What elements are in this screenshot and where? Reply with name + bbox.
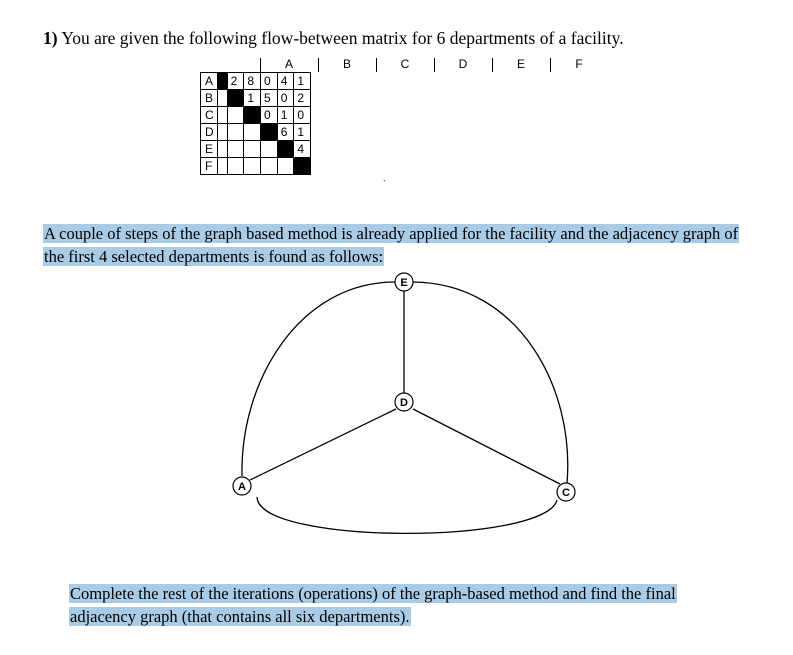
edge-d-c: [413, 409, 560, 484]
matrix-cell: 0: [261, 107, 278, 124]
matrix-row-label: F: [201, 158, 218, 175]
matrix-cell: 0: [294, 107, 311, 124]
edge-d-a: [250, 409, 396, 480]
matrix-row-label: B: [201, 90, 218, 107]
paragraph-intro-line1: A couple of steps of the graph based method is already applied for the facility and the adjacency graph of: [44, 224, 739, 243]
matrix-cell: 2: [294, 90, 311, 107]
node-e: [395, 273, 413, 291]
question-text: You are given the following flow-between matrix for 6 departments of a facility.: [61, 28, 624, 48]
column-header-f: F: [575, 57, 583, 71]
matrix-cell: 8: [244, 73, 261, 90]
matrix-cell: 4: [294, 141, 311, 158]
paragraph-task: [69, 582, 677, 628]
matrix-cell: 6: [277, 124, 294, 141]
matrix-cell: 1: [277, 107, 294, 124]
column-header-a: A: [284, 57, 293, 71]
column-header-c: C: [400, 57, 410, 71]
edge-e-c: [413, 282, 568, 483]
column-header-e: E: [516, 57, 525, 71]
column-header-b: B: [342, 57, 351, 71]
node-c: [557, 483, 575, 501]
node-e-label: E: [400, 277, 408, 289]
matrix-cell: 1: [294, 124, 311, 141]
matrix-row-label: C: [201, 107, 218, 124]
column-header-d: D: [458, 57, 468, 71]
node-d-label: D: [400, 397, 408, 409]
node-a-label: A: [238, 481, 246, 493]
matrix-row-label: D: [201, 124, 218, 141]
question-number: 1): [43, 28, 58, 48]
node-a: [233, 477, 251, 495]
paragraph-intro-line2: the first 4 selected departments is found as follows:: [44, 247, 384, 266]
matrix-row-label: A: [201, 73, 218, 90]
node-d: [395, 393, 413, 411]
matrix-cell: 0: [277, 90, 294, 107]
paragraph-task-line2: adjacency graph (that contains all six departments).: [70, 607, 410, 626]
matrix-cell: 1: [244, 90, 261, 107]
matrix-cell: 5: [261, 90, 278, 107]
matrix-cell: 2: [227, 73, 244, 90]
edge-a-c: [257, 497, 557, 533]
paragraph-task-line1: Complete the rest of the iterations (operations) of the graph-based method and find the final: [70, 584, 676, 603]
matrix-cell: 0: [261, 73, 278, 90]
matrix-cell: 1: [294, 73, 311, 90]
node-c-label: C: [562, 487, 570, 499]
matrix-cell: 4: [277, 73, 294, 90]
matrix-row-label: E: [201, 141, 218, 158]
stray-mark: `: [383, 179, 386, 189]
